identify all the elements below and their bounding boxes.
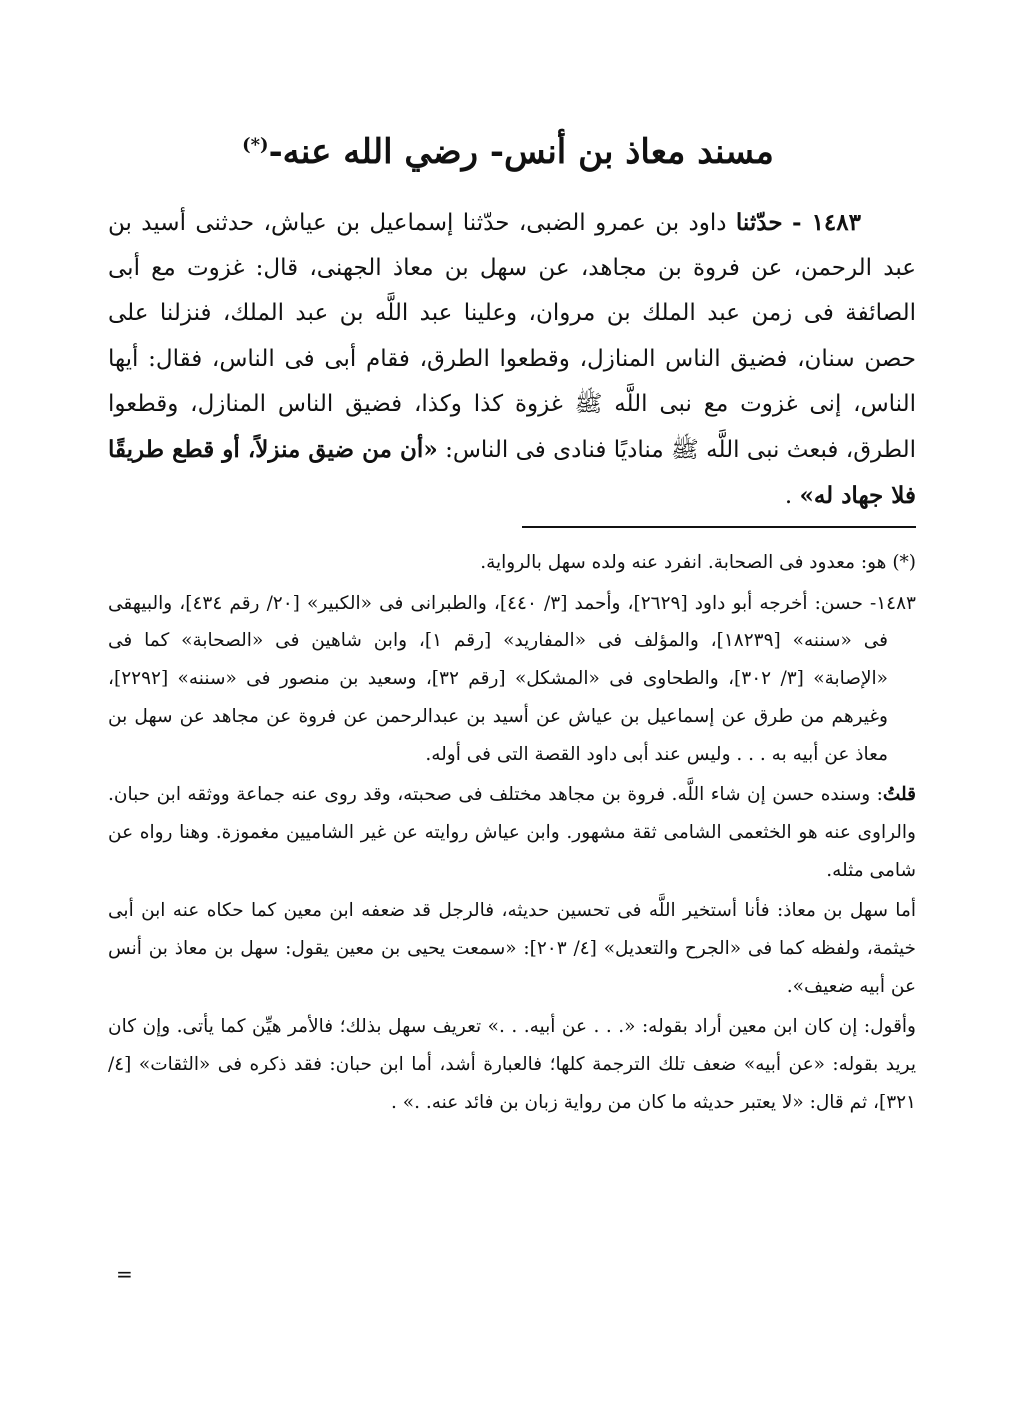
footnote-separator bbox=[522, 526, 916, 528]
qult-text: : وسنده حسن إن شاء اللَّه. فروة بن مجاهد مختلف فى صحبته، وقد روى عنه جماعة ووثقه ابن حبان. والراوى عنه هو الخثعمى الشامى ثقة مشهور. وابن عياش روايته عن غير الشاميين مغموزة. وهنا رواه عن شامى مثله. bbox=[108, 784, 916, 881]
footnotes bbox=[108, 544, 916, 1124]
continuation-mark: = bbox=[116, 1262, 133, 1286]
footnote-1483: ١٤٨٣- حسن: أخرجه أبو داود [٢٦٢٩]، وأحمد [٣/ ٤٤٠]، والطبرانى فى «الكبير» [٢٠/ رقم ٤٣٤]، والبيهقى فى «سننه» [١٨٢٣٩]، والمؤلف فى «المفاريد» [رقم ١]، وابن شاهين فى «الصحابة» كما فى «الإصابة» [٣/ ٣٠٢]، والطحاوى فى «المشكل» [رقم ٣٢]، وسعيد بن منصور فى «سننه» [٢٢٩٢]، وغيرهم من طرق عن إسماعيل بن عياش عن أسيد بن عبدالرحمن عن فروة عن مجاهد عن سهل بن معاذ عن أبيه به . . . وليس عند أبى داود القصة التى فى أوله. bbox=[108, 592, 916, 765]
hadith-paragraph bbox=[108, 200, 916, 519]
title-footnote-mark: (*) bbox=[242, 134, 269, 156]
qult-label: قلتُ bbox=[882, 784, 916, 806]
hadith-intro: حدّثنا bbox=[735, 209, 783, 236]
title-text: مسند معاذ بن أنس- رضي الله عنه- bbox=[268, 132, 774, 172]
hadith-end: . bbox=[784, 483, 800, 510]
footnote-sahl: أما سهل بن معاذ: فأنا أستخير اللَّه فى تحسين حديثه، فالرجل قد ضعفه ابن معين كما حكاه عنه ابن أبى خيثمة، ولفظه كما فى «الجرح والتعديل» [٤/ ٢٠٣]: «سمعت يحيى بن معين يقول: سهل بن معاذ بن أنس عن أبيه ضعيف». bbox=[108, 900, 916, 997]
hadith-number: ١٤٨٣ - bbox=[791, 209, 861, 236]
hadith-quote: «أن من ضيق منزلاً، أو قطع طريقًا فلا جهاد له» bbox=[108, 436, 916, 510]
footnote-star: (*) هو: معدود فى الصحابة. انفرد عنه ولده سهل بالرواية. bbox=[480, 552, 916, 573]
main-text bbox=[108, 200, 916, 519]
hadith-body: داود بن عمرو الضبى، حدّثنا إسماعيل بن عياش، حدثنى أسيد بن عبد الرحمن، عن فروة بن مجاهد، عن سهل بن معاذ الجهنى، قال: غزوت مع أبى الصائفة فى زمن عبد الملك بن مروان، وعلينا عبد اللَّه بن عبد الملك، فنزلنا على حصن سنان، فضيق الناس المنازل، وقطعوا الطرق، فقام أبى فى الناس، فقال: أيها الناس، إنى غزوت مع نبى اللَّه ﷺ غزوة كذا وكذا، فضيق الناس المنازل، وقطعوا الطرق، فبعث نبى اللَّه ﷺ مناديًا فنادى فى الناس: bbox=[108, 210, 916, 464]
page-title bbox=[0, 132, 1016, 172]
footnote-aqul: وأقول: إن كان ابن معين أراد بقوله: «. . . عن أبيه. . .» تعريف سهل بذلك؛ فالأمر هيِّن كما يأتى. وإن كان يريد بقوله: «عن أبيه» ضعف تلك الترجمة كلها؛ فالعبارة أشد، أما ابن حبان: فقد ذكره فى «الثقات» [٤/ ٣٢١]، ثم قال: «لا يعتبر حديثه ما كان من رواية زبان بن فائد عنه. .» . bbox=[108, 1016, 916, 1113]
footnote-qult bbox=[108, 776, 916, 889]
